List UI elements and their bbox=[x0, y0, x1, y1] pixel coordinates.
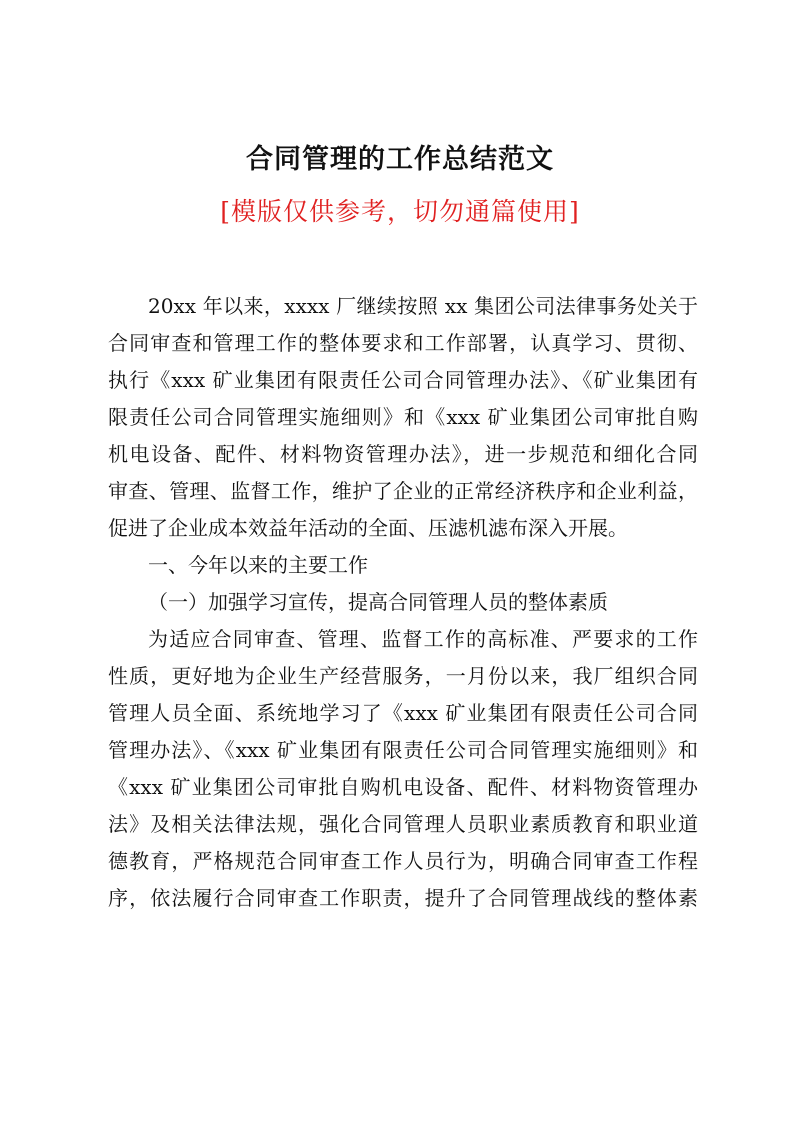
paragraph-line: 管理人员全面、系统地学习了《xxx 矿业集团有限责任公司合同 bbox=[108, 701, 698, 725]
paragraph-line: 法》及相关法律法规，强化合同管理人员职业素质教育和职业道 bbox=[108, 812, 698, 836]
paragraph-line: 为适应合同审查、管理、监督工作的高标准、严要求的工作 bbox=[148, 627, 698, 651]
paragraph-line: 序，依法履行合同审查工作职责，提升了合同管理战线的整体素 bbox=[108, 886, 698, 910]
paragraph-line: 促进了企业成本效益年活动的全面、压滤机滤布深入开展。 bbox=[108, 516, 628, 540]
paragraph-line: 机电设备、配件、材料物资管理办法》，进一步规范和细化合同 bbox=[108, 442, 698, 466]
paragraph-line: 限责任公司合同管理实施细则》和《xxx 矿业集团公司审批自购 bbox=[108, 405, 698, 429]
document-title: 合同管理的工作总结范文 bbox=[246, 144, 554, 175]
subsection-heading: （一）加强学习宣传，提高合同管理人员的整体素质 bbox=[148, 590, 608, 614]
paragraph-line: 20xx 年以来，xxxx 厂继续按照 xx 集团公司法律事务处关于 bbox=[148, 294, 698, 318]
section-heading: 一、今年以来的主要工作 bbox=[148, 553, 368, 577]
paragraph-line: 《xxx 矿业集团公司审批自购机电设备、配件、材料物资管理办 bbox=[108, 775, 698, 799]
paragraph-line: 合同审查和管理工作的整体要求和工作部署，认真学习、贯彻、 bbox=[108, 331, 698, 355]
paragraph-line: 审查、管理、监督工作，维护了企业的正常经济秩序和企业利益， bbox=[108, 479, 698, 503]
document-body bbox=[108, 288, 698, 917]
paragraph-line: 性质，更好地为企业生产经营服务，一月份以来，我厂组织合同 bbox=[108, 664, 698, 688]
paragraph-line: 管理办法》、《xxx 矿业集团有限责任公司合同管理实施细则》和 bbox=[108, 738, 698, 762]
paragraph-line: 执行《xxx 矿业集团有限责任公司合同管理办法》、《矿业集团有 bbox=[108, 368, 698, 392]
template-notice: [模版仅供参考，切勿通篇使用] bbox=[220, 197, 580, 226]
paragraph-line: 德教育，严格规范合同审查工作人员行为，明确合同审查工作程 bbox=[108, 849, 698, 873]
